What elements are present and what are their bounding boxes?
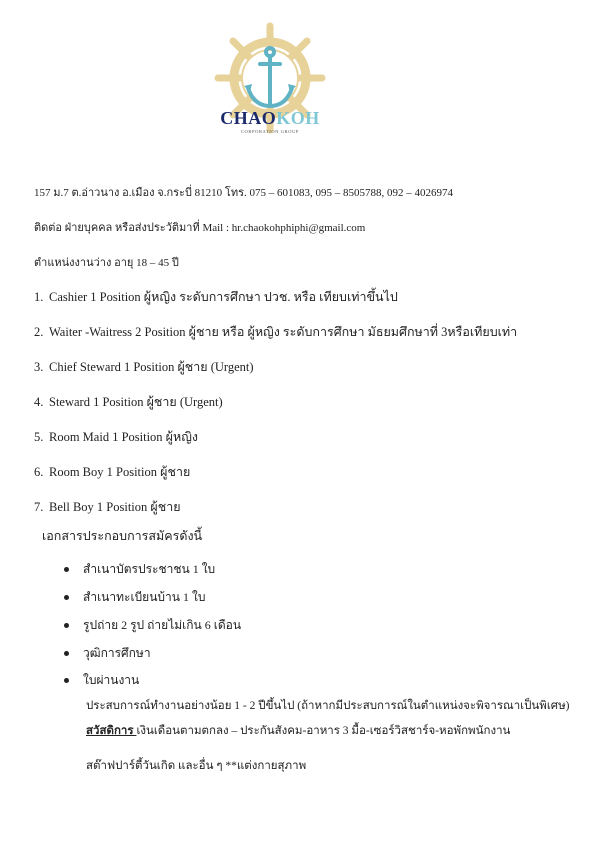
vacancy-item: 7. Bell Boy 1 Position ผู้ชาย (34, 500, 181, 514)
vacancy-item: 2. Waiter -Waitress 2 Position ผู้ชาย หรือ ผู้หญิง ระดับการศึกษา มัธยมศึกษาที่ 3หรือเทียบเท่า (34, 325, 518, 339)
bullet-icon (64, 567, 69, 572)
benefits-label: สวัสดิการ (86, 725, 137, 737)
brand-name: CHAOKOH (220, 108, 320, 128)
document-item: วุฒิการศึกษา (64, 644, 151, 663)
vacancy-item: 5. Room Maid 1 Position ผู้หญิง (34, 430, 198, 444)
vacancy-item: 6. Room Boy 1 Position ผู้ชาย (34, 465, 191, 479)
document-item: สำเนาทะเบียนบ้าน 1 ใบ (64, 588, 205, 607)
hr-contact-line: ติดต่อ ฝ่ายบุคคล หรือส่งประวัติมาที่ Mail : hr.chaokohphiphi@gmail.com (34, 222, 366, 234)
vacancy-item: 3. Chief Steward 1 Position ผู้ชาย (Urgent) (34, 360, 254, 374)
brand-tagline: CORPORATION GROUP (240, 129, 300, 134)
vacancy-item: 4. Steward 1 Position ผู้ชาย (Urgent) (34, 395, 223, 409)
bullet-icon (64, 678, 69, 683)
document-item: สำเนาบัตรประชาชน 1 ใบ (64, 560, 215, 579)
address-line: 157 ม.7 ต.อ่าวนาง อ.เมือง จ.กระบี่ 81210 โทร. 075 – 601083, 095 – 8505788, 092 – 4026974 (34, 187, 453, 199)
vacancies-heading: ตำแหน่งงานว่าง อายุ 18 – 45 ปี (34, 257, 179, 269)
experience-note: ประสบการณ์ทำงานอย่างน้อย 1 - 2 ปีขึ้นไป (ถ้าหากมีประสบการณ์ในตำแหน่งจะพิจารณาเป็นพิเศษ) (86, 700, 570, 712)
vacancy-item: 1. Cashier 1 Position ผู้หญิง ระดับการศึกษา ปวช. หรือ เทียบเท่าขึ้นไป (34, 290, 398, 304)
document-item: รูปถ่าย 2 รูป ถ่ายไม่เกิน 6 เดือน (64, 616, 241, 635)
benefits-line: สวัสดิการ เงินเดือนตามตกลง – ประกันสังคม-อาหาร 3 มื้อ-เซอร์วิสชาร์จ-หอพักพนักงาน (86, 725, 511, 737)
documents-heading: เอกสารประกอบการสมัครดังนี้ (42, 529, 203, 543)
document-item: ใบผ่านงาน (64, 671, 139, 690)
bullet-icon (64, 623, 69, 628)
bullet-icon (64, 651, 69, 656)
extra-note: สต๊าฟปาร์ตี้วันเกิด และอื่น ๆ **แต่งกายสุภาพ (86, 760, 307, 772)
bullet-icon (64, 595, 69, 600)
